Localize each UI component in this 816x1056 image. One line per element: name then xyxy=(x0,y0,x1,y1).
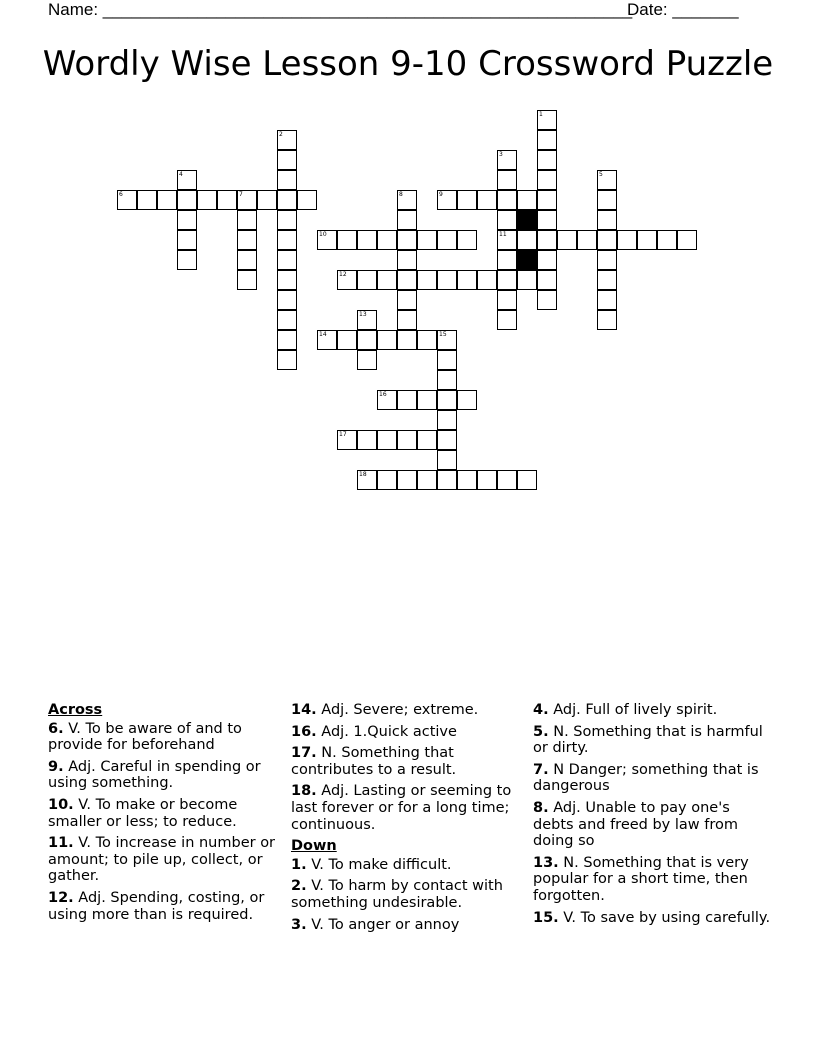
clue-item xyxy=(533,762,773,795)
clue-item xyxy=(291,917,531,934)
clue-item xyxy=(533,702,773,719)
clue-text: N. Something that is very popular for a short time, then forgotten. xyxy=(533,854,749,904)
clue-text: N Danger; something that is dangerous xyxy=(533,761,759,795)
grid-cell[interactable] xyxy=(397,330,417,350)
clue-number: 17 xyxy=(339,431,347,438)
clue-number-label: 10. xyxy=(48,796,74,813)
clue-item xyxy=(291,745,531,778)
clue-number-label: 16. xyxy=(291,723,317,740)
grid-cell[interactable] xyxy=(277,190,297,210)
grid-cell[interactable] xyxy=(477,190,497,210)
grid-cell[interactable] xyxy=(437,270,457,290)
grid-cell[interactable] xyxy=(537,270,557,290)
grid-cell[interactable] xyxy=(497,210,517,230)
grid-cell[interactable] xyxy=(177,210,197,230)
clue-number-label: 2. xyxy=(291,878,307,895)
grid-cell[interactable] xyxy=(397,250,417,270)
grid-cell[interactable] xyxy=(177,190,197,210)
grid-cell[interactable] xyxy=(457,190,477,210)
clue-number-label: 7. xyxy=(533,761,549,778)
grid-cell[interactable] xyxy=(417,270,437,290)
grid-cell[interactable] xyxy=(157,190,177,210)
clue-number: 1 xyxy=(539,111,543,118)
clue-number: 5 xyxy=(599,171,603,178)
puzzle-title: Wordly Wise Lesson 9-10 Crossword Puzzle xyxy=(42,44,774,84)
clue-text: V. To make difficult. xyxy=(306,856,452,873)
grid-cell[interactable] xyxy=(277,270,297,290)
grid-cell[interactable] xyxy=(397,430,417,450)
clue-item xyxy=(291,702,531,719)
clue-text: N. Something that is harmful or dirty. xyxy=(533,723,763,757)
grid-cell[interactable] xyxy=(277,210,297,230)
grid-cell[interactable] xyxy=(377,430,397,450)
clue-text: Adj. 1.Quick active xyxy=(316,723,457,740)
clue-text: V. To save by using carefully. xyxy=(558,909,771,926)
clue-number-label: 12. xyxy=(48,889,74,906)
clue-text: V. To be aware of and to provide for beforehand xyxy=(48,720,242,754)
grid-cell[interactable] xyxy=(497,250,517,270)
clue-number: 3 xyxy=(499,151,503,158)
clues-column-3 xyxy=(533,702,773,931)
grid-cell[interactable] xyxy=(277,250,297,270)
grid-cell[interactable] xyxy=(277,170,297,190)
grid-cell[interactable] xyxy=(597,190,617,210)
clue-text: Adj. Unable to pay one's debts and freed by law from doing so xyxy=(533,799,738,850)
clue-item xyxy=(48,759,288,792)
grid-cell[interactable] xyxy=(537,290,557,310)
grid-cell[interactable] xyxy=(437,450,457,470)
grid-cell[interactable] xyxy=(457,270,477,290)
clue-item xyxy=(533,800,773,850)
clue-text: V. To make or become smaller or less; to reduce. xyxy=(48,796,238,830)
grid-cell[interactable] xyxy=(477,470,497,490)
clues-column-2 xyxy=(291,702,531,938)
clue-number: 14 xyxy=(319,331,327,338)
grid-cell[interactable] xyxy=(497,290,517,310)
clue-text: Adj. Lasting or seeming to last forever or for a long time; continuous. xyxy=(291,783,512,833)
across-heading: Across xyxy=(48,702,103,718)
clue-number-label: 14. xyxy=(291,702,317,718)
clue-item xyxy=(533,855,773,905)
clue-item xyxy=(533,910,773,927)
grid-cell[interactable] xyxy=(437,350,457,370)
grid-cell[interactable] xyxy=(457,390,477,410)
grid-cell[interactable] xyxy=(177,230,197,250)
grid-cell[interactable] xyxy=(537,230,557,250)
grid-cell[interactable] xyxy=(377,270,397,290)
black-square xyxy=(517,250,537,270)
clue-number: 8 xyxy=(399,191,403,198)
grid-cell[interactable] xyxy=(437,390,457,410)
down-clue-list xyxy=(533,702,773,926)
clue-text: N. Something that contributes to a result. xyxy=(291,745,457,778)
grid-cell[interactable] xyxy=(237,210,257,230)
clues-column-1 xyxy=(48,702,288,928)
clue-text: Adj. Severe; extreme. xyxy=(316,702,479,718)
grid-cell[interactable] xyxy=(497,310,517,330)
grid-cell[interactable] xyxy=(657,230,677,250)
grid-cell[interactable] xyxy=(377,470,397,490)
grid-cell[interactable] xyxy=(177,250,197,270)
grid-cell[interactable] xyxy=(397,230,417,250)
clue-number-label: 4. xyxy=(533,702,549,718)
clue-item xyxy=(291,857,531,874)
name-field[interactable]: Name: ________________________________________________________ xyxy=(48,0,633,19)
grid-cell[interactable] xyxy=(497,470,517,490)
across-clue-list xyxy=(48,721,288,924)
clue-number: 4 xyxy=(179,171,183,178)
grid-cell[interactable] xyxy=(357,330,377,350)
clue-text: V. To harm by contact with something undesirable. xyxy=(291,878,503,911)
grid-cell[interactable] xyxy=(397,290,417,310)
grid-cell[interactable] xyxy=(497,170,517,190)
grid-cell[interactable] xyxy=(437,470,457,490)
clue-number-label: 6. xyxy=(48,720,64,737)
grid-cell[interactable] xyxy=(537,170,557,190)
grid-cell[interactable] xyxy=(357,430,377,450)
clue-text: Adj. Spending, costing, or using more than is required. xyxy=(48,889,265,923)
clue-number: 15 xyxy=(439,331,447,338)
clue-text: V. To increase in number or amount; to pile up, collect, or gather. xyxy=(48,835,276,885)
clue-number: 10 xyxy=(319,231,327,238)
clue-number-label: 3. xyxy=(291,916,307,933)
grid-cell[interactable] xyxy=(277,150,297,170)
clue-number-label: 5. xyxy=(533,723,549,740)
clue-number-label: 8. xyxy=(533,799,549,816)
grid-cell[interactable] xyxy=(437,370,457,390)
grid-cell[interactable] xyxy=(277,350,297,370)
grid-cell[interactable] xyxy=(537,210,557,230)
grid-cell[interactable] xyxy=(357,230,377,250)
grid-cell[interactable] xyxy=(417,330,437,350)
grid-cell[interactable] xyxy=(497,270,517,290)
date-field[interactable]: Date: _______ xyxy=(627,0,739,19)
grid-cell[interactable] xyxy=(377,330,397,350)
grid-cell[interactable] xyxy=(237,230,257,250)
grid-cell[interactable] xyxy=(517,230,537,250)
grid-cell[interactable] xyxy=(537,130,557,150)
grid-cell[interactable] xyxy=(297,190,317,210)
grid-cell[interactable] xyxy=(517,270,537,290)
grid-cell[interactable] xyxy=(277,230,297,250)
grid-cell[interactable] xyxy=(437,410,457,430)
clue-number-label: 15. xyxy=(533,909,559,926)
grid-cell[interactable] xyxy=(257,190,277,210)
clue-number-label: 13. xyxy=(533,854,559,871)
clue-item xyxy=(48,797,288,830)
clue-number-label: 1. xyxy=(291,856,307,873)
clue-number: 13 xyxy=(359,311,367,318)
clue-number-label: 11. xyxy=(48,835,74,852)
grid-cell[interactable] xyxy=(457,470,477,490)
grid-cell[interactable] xyxy=(197,190,217,210)
grid-cell[interactable] xyxy=(417,470,437,490)
grid-cell[interactable] xyxy=(217,190,237,210)
grid-cell[interactable] xyxy=(417,430,437,450)
clue-item xyxy=(48,835,288,885)
clue-number-label: 17. xyxy=(291,745,317,762)
grid-cell[interactable] xyxy=(597,290,617,310)
grid-cell[interactable] xyxy=(437,430,457,450)
clue-number: 7 xyxy=(239,191,243,198)
grid-cell[interactable] xyxy=(357,270,377,290)
grid-cell[interactable] xyxy=(237,250,257,270)
clue-item xyxy=(291,878,531,911)
grid-cell[interactable] xyxy=(677,230,697,250)
clue-item xyxy=(291,724,531,741)
clue-number-label: 9. xyxy=(48,758,64,775)
across-clue-list xyxy=(291,702,531,833)
grid-cell[interactable] xyxy=(597,310,617,330)
grid-cell[interactable] xyxy=(397,310,417,330)
grid-cell[interactable] xyxy=(277,290,297,310)
down-heading: Down xyxy=(291,838,337,855)
grid-cell[interactable] xyxy=(397,390,417,410)
grid-cell[interactable] xyxy=(337,330,357,350)
clue-item xyxy=(48,890,288,923)
grid-cell[interactable] xyxy=(597,210,617,230)
grid-cell[interactable] xyxy=(277,330,297,350)
grid-cell[interactable] xyxy=(437,230,457,250)
grid-cell[interactable] xyxy=(537,250,557,270)
clue-text: V. To anger or annoy xyxy=(306,916,460,933)
grid-cell[interactable] xyxy=(497,190,517,210)
grid-cell[interactable] xyxy=(577,230,597,250)
clue-item xyxy=(291,783,531,833)
clue-number: 9 xyxy=(439,191,443,198)
grid-cell[interactable] xyxy=(597,250,617,270)
grid-cell[interactable] xyxy=(357,350,377,370)
grid-cell[interactable] xyxy=(457,230,477,250)
clue-item xyxy=(48,721,288,754)
down-clue-list xyxy=(291,857,531,933)
clue-number: 18 xyxy=(359,471,367,478)
grid-cell[interactable] xyxy=(477,270,497,290)
grid-cell[interactable] xyxy=(377,230,397,250)
grid-cell[interactable] xyxy=(617,230,637,250)
clue-text: Adj. Full of lively spirit. xyxy=(548,702,718,718)
grid-cell[interactable] xyxy=(277,310,297,330)
clue-number: 11 xyxy=(499,231,507,238)
grid-cell[interactable] xyxy=(557,230,577,250)
grid-cell[interactable] xyxy=(517,190,537,210)
grid-cell[interactable] xyxy=(417,230,437,250)
grid-cell[interactable] xyxy=(397,470,417,490)
clue-number-label: 18. xyxy=(291,783,317,800)
grid-cell[interactable] xyxy=(137,190,157,210)
grid-cell[interactable] xyxy=(397,210,417,230)
clue-number: 2 xyxy=(279,131,283,138)
grid-cell[interactable] xyxy=(537,190,557,210)
grid-cell[interactable] xyxy=(237,270,257,290)
black-square xyxy=(517,210,537,230)
clue-number: 6 xyxy=(119,191,123,198)
grid-cell[interactable] xyxy=(597,270,617,290)
clue-item xyxy=(533,724,773,757)
clue-text: Adj. Careful in spending or using something. xyxy=(48,758,261,792)
grid-cell[interactable] xyxy=(337,230,357,250)
grid-cell[interactable] xyxy=(537,150,557,170)
grid-cell[interactable] xyxy=(597,230,617,250)
grid-cell[interactable] xyxy=(517,470,537,490)
grid-cell[interactable] xyxy=(417,390,437,410)
grid-cell[interactable] xyxy=(637,230,657,250)
clue-number: 12 xyxy=(339,271,347,278)
clue-number: 16 xyxy=(379,391,387,398)
grid-cell[interactable] xyxy=(397,270,417,290)
